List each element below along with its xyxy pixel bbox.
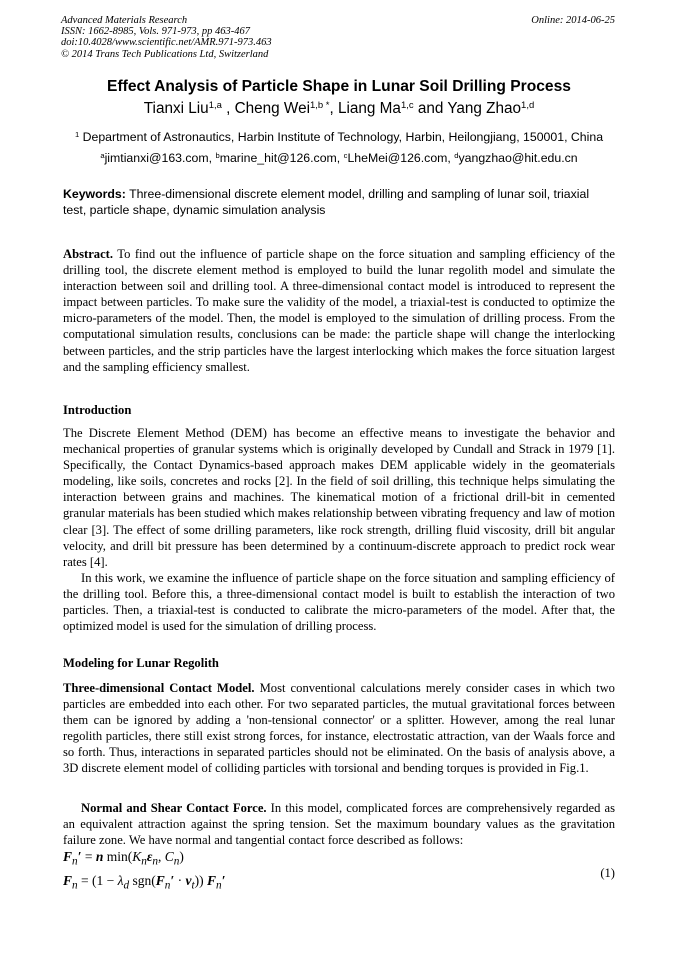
- contact-force-label: Normal and Shear Contact Force.: [81, 801, 267, 815]
- doi-line: doi:10.4028/www.scientific.net/AMR.971-973.463: [61, 37, 272, 49]
- modeling-heading: Modeling for Lunar Regolith: [63, 656, 219, 670]
- author-list: Tianxi Liu$^{1,a}$ , Cheng Wei$^{1,b *}$, Liang Ma$^{1,c}$ and Yang Zhao$^{1,d}$: [143, 99, 535, 117]
- introduction-heading: Introduction: [63, 403, 132, 417]
- email-link[interactable]: marine_hit@126.com: [219, 151, 337, 165]
- author-affil-mark: 1,c: [400, 99, 414, 111]
- journal-name: Advanced Materials Research: [61, 15, 188, 26]
- keywords-block: [63, 186, 615, 218]
- contact-model-text: Most conventional calculations merely consider cases in which two particles are embedded into each other. For two separated particles, the mutual gravitational forces between them can be ignored by adding a 'non-tensional connector' or a splitter. However, among the real lunar regolith particles, there still exist strong forces, for instance, electrostatic attraction, van der Waals force and so forth. Thus, interactions in separated particles should not be eliminated. On the basis of analysis above, a 3D discrete element model of colliding particles with torsional and bending torques is provided in Fig.1.: [63, 681, 615, 776]
- keywords-label: Keywords:: [63, 187, 126, 201]
- email-link[interactable]: jimtianxi@163.com: [104, 151, 209, 165]
- copyright-line: © 2014 Trans Tech Publications Ltd, Switzerland: [61, 48, 269, 60]
- abstract-block: [63, 246, 615, 375]
- author-name: Yang Zhao: [447, 100, 522, 117]
- paper-title: Effect Analysis of Particle Shape in Lunar Soil Drilling Process: [107, 78, 571, 95]
- affiliation-text: Department of Astronautics, Harbin Institute of Technology, Harbin, Heilongjiang, 150001, China: [82, 130, 604, 144]
- author-name: Liang Ma: [338, 100, 401, 117]
- introduction-body: [63, 425, 615, 634]
- equation-number: (1): [600, 866, 615, 880]
- author-affil-mark: 1,d: [521, 99, 535, 111]
- keywords-text: Three-dimensional discrete element model, drilling and sampling of lunar soil, triaxial test, particle shape, dynamic simulation analysis: [63, 187, 590, 217]
- email-link[interactable]: LheMei@126.com: [347, 151, 448, 165]
- email-mark: a: [100, 150, 105, 160]
- author-name: Cheng Wei: [234, 100, 311, 117]
- abstract-label: Abstract.: [63, 247, 114, 261]
- email-mark: b: [215, 150, 220, 160]
- journal-header: [61, 15, 272, 60]
- online-date: Online: 2014-06-25: [531, 15, 615, 26]
- author-affil-mark: 1,b *: [310, 99, 330, 111]
- affiliation-mark: 1: [74, 129, 80, 139]
- issn-line: ISSN: 1662-8985, Vols. 971-973, pp 463-467: [61, 26, 250, 38]
- introduction-paragraph-2: In this work, we examine the influence of particle shape on the force situation and sampling efficiency of the drilling tool. Before this, a three-dimensional contact model is built to establish the interaction of two particles. Then, a triaxial-test is conducted to calibrate the micro-parameters of the model. After that, the optimized model is used for the simulation of drilling process.: [63, 570, 615, 634]
- contact-model-block: [63, 680, 615, 777]
- contact-force-text: In this model, complicated forces are comprehensively regarded as an equivalent attraction against the spring tension. Set the maximum boundary values as the gravitation failure zone. We have normal and tangential contact force described as follows:: [63, 801, 615, 848]
- email-mark: c: [343, 150, 348, 160]
- abstract-text: To find out the influence of particle shape on the force situation and sampling efficiency of the drilling tool, the discrete element method is employed to build the lunar regolith model and simulate the interaction between soil and drilling tool. A three-dimensional contact model is introduced to represent the impact between particles. To make sure the validity of the model, a triaxial-test is conducted to optimize the micro-parameters of the model. Then, the model is employed to the simulation of drilling process. From the computational simulation results, conclusions can be made: the particle shape will change the interlocking between particles, and the strip particles have the largest interlocking which makes the force situation largest and the sampling efficiency smallest.: [63, 247, 616, 374]
- author-affil-mark: 1,a: [208, 99, 222, 111]
- author-name: Tianxi Liu: [143, 100, 209, 117]
- email-list: $^a$jimtianxi@163.com, $^b$marine_hit@126.com, $^c$LheMei@126.com, $^d$yangzhao@hit.edu.cn: [100, 150, 578, 165]
- equation-line-2: $F_n = (1 - \lambda_d$ $sgn(F_n' \cdot v_t)$) $F_n'$: [63, 873, 226, 892]
- equation-line-1: $F_n' = n$ $\min(K_n\varepsilon_n$, $C_n$): [63, 849, 184, 868]
- email-mark: d: [454, 150, 459, 160]
- contact-model-label: Three-dimensional Contact Model.: [63, 681, 255, 695]
- introduction-paragraph-1: The Discrete Element Method (DEM) has become an effective means to investigate the behavior and mechanical properties of granular systems which is originally developed by Cundall and Strack in 1979 [1]. Specifically, the Contact Dynamics-based approach makes DEM applicable widely in the geomaterials modeling, like soils, concretes and rocks [2]. In the field of soil drilling, this technique helps simulating the interaction between grains and machines. The kinematical motion of a frictional drill-bit in cemented granular materials has been studied which makes relationship between vibrating frequency and law of motion clear [3]. The effect of some drilling parameters, like rock strength, drilling fluid viscosity, drill bit angular velocity, and drill bit pressure has been determined by a continuum-discrete approach to predict rock wear rates [4].: [63, 426, 615, 569]
- contact-force-block: [63, 800, 615, 848]
- email-link[interactable]: yangzhao@hit.edu.cn: [458, 151, 578, 165]
- affiliation: [0, 130, 678, 144]
